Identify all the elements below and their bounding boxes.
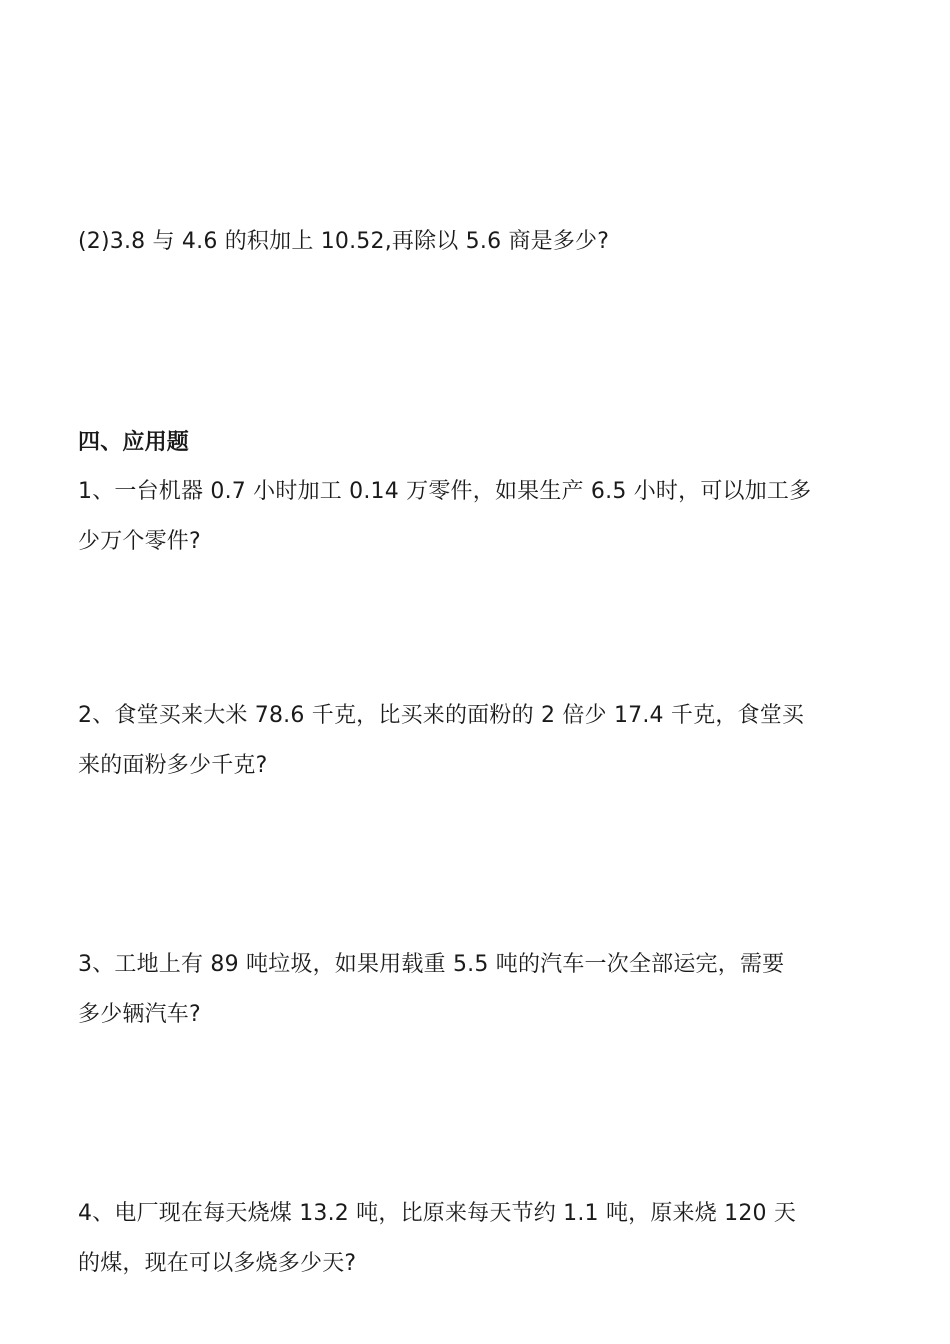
question-4-line-2: 的煤，现在可以多烧多少天? <box>78 1251 357 1276</box>
question-2-line-2: 来的面粉多少千克? <box>78 753 268 778</box>
question-3-line-1: 3、工地上有 89 吨垃圾，如果用载重 5.5 吨的汽车一次全部运完，需要 <box>78 952 785 977</box>
question-1-line-1: 1、一台机器 0.7 小时加工 0.14 万零件，如果生产 6.5 小时，可以加工多 <box>78 479 812 504</box>
section-title: 四、应用题 <box>78 430 190 455</box>
question-3-line-2: 多少辆汽车? <box>78 1002 201 1027</box>
question-2-line-1: 2、食堂买来大米 78.6 千克，比买来的面粉的 2 倍少 17.4 千克，食堂买 <box>78 703 805 728</box>
question-4-line-1: 4、电厂现在每天烧煤 13.2 吨，比原来每天节约 1.1 吨，原来烧 120 天 <box>78 1201 797 1226</box>
previous-question-text: (2)3.8 与 4.6 的积加上 10.52,再除以 5.6 商是多少? <box>78 229 610 254</box>
question-1-line-2: 少万个零件? <box>78 529 201 554</box>
